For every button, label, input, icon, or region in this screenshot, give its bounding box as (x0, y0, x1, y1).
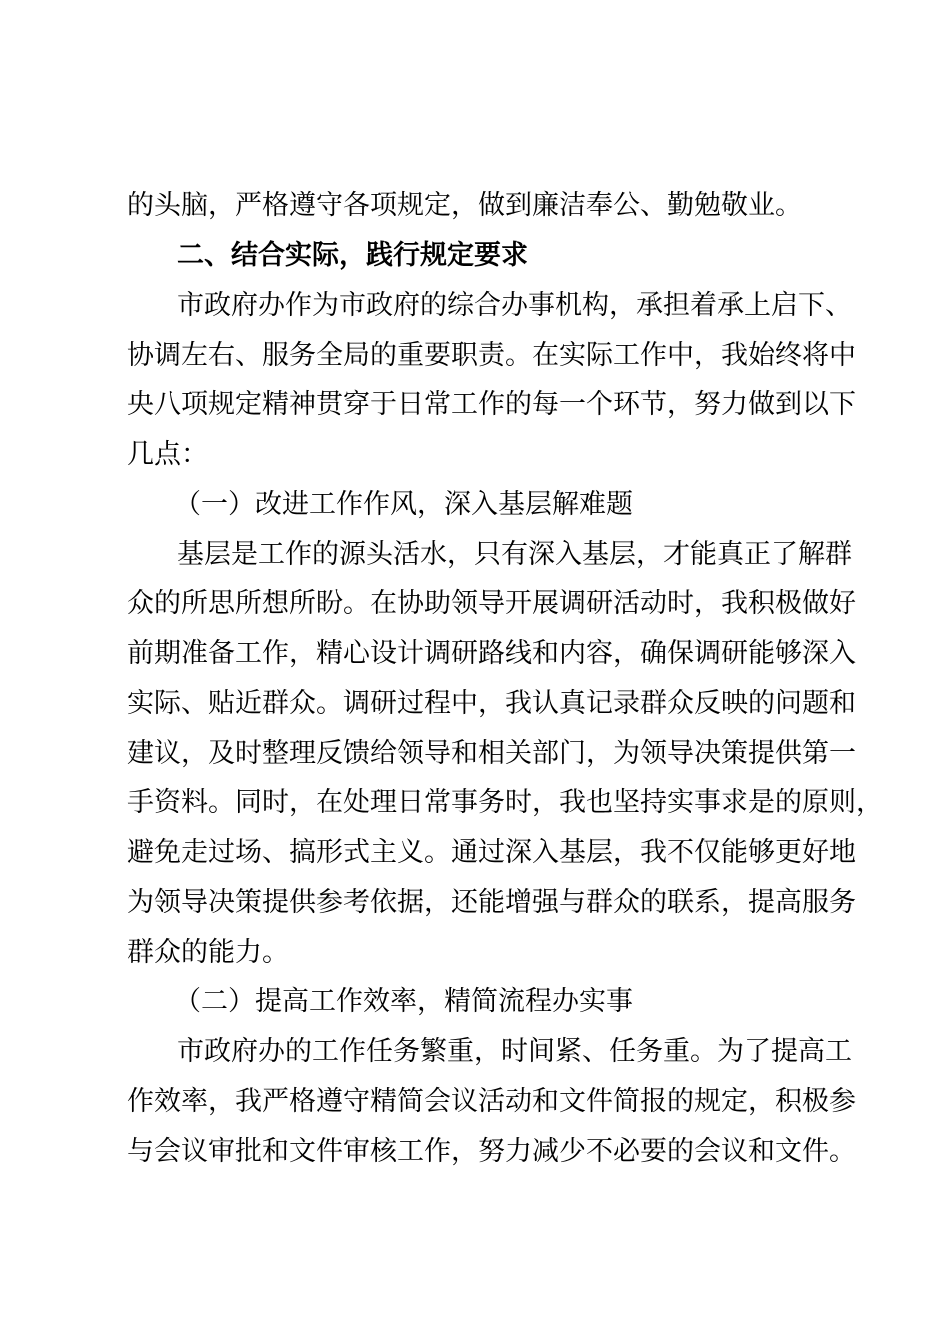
paragraph-first-line: 市政府办作为市政府的综合办事机构，承担着承上启下、 (177, 290, 852, 321)
body-text-line: 央八项规定精神贯穿于日常工作的每一个环节，努力做到以下 (127, 389, 856, 420)
subsection-heading: （一）改进工作作风，深入基层解难题 (174, 489, 633, 520)
body-text-line: 前期准备工作，精心设计调研路线和内容，确保调研能够深入 (127, 638, 856, 669)
body-text-line: 的头脑，严格遵守各项规定，做到廉洁奉公、勤勉敬业。 (127, 190, 802, 221)
body-text-line: 避免走过场、搞形式主义。通过深入基层，我不仅能够更好地 (127, 837, 856, 868)
body-text-line: 协调左右、服务全局的重要职责。在实际工作中，我始终将中 (127, 340, 856, 371)
body-text-line: 为领导决策提供参考依据，还能增强与群众的联系，提高服务 (127, 887, 856, 918)
body-text-line: 群众的能力。 (127, 937, 289, 968)
body-text-line: 与会议审批和文件审核工作，努力减少不必要的会议和文件。 (127, 1136, 856, 1167)
body-text-line: 建议，及时整理反馈给领导和相关部门，为领导决策提供第一 (127, 738, 856, 769)
section-heading: 二、结合实际，践行规定要求 (177, 240, 528, 271)
subsection-heading: （二）提高工作效率，精简流程办实事 (174, 986, 633, 1017)
paragraph-first-line: 市政府办的工作任务繁重，时间紧、任务重。为了提高工 (177, 1036, 852, 1067)
body-text-line: 手资料。同时，在处理日常事务时，我也坚持实事求是的原则， (127, 787, 883, 818)
body-text-line: 几点： (127, 439, 208, 470)
paragraph-first-line: 基层是工作的源头活水，只有深入基层，才能真正了解群 (177, 539, 852, 570)
body-text-line: 实际、贴近群众。调研过程中，我认真记录群众反映的问题和 (127, 688, 856, 719)
body-text-line: 众的所思所想所盼。在协助领导开展调研活动时，我积极做好 (127, 588, 856, 619)
body-text-line: 作效率，我严格遵守精简会议活动和文件简报的规定，积极参 (127, 1086, 856, 1117)
